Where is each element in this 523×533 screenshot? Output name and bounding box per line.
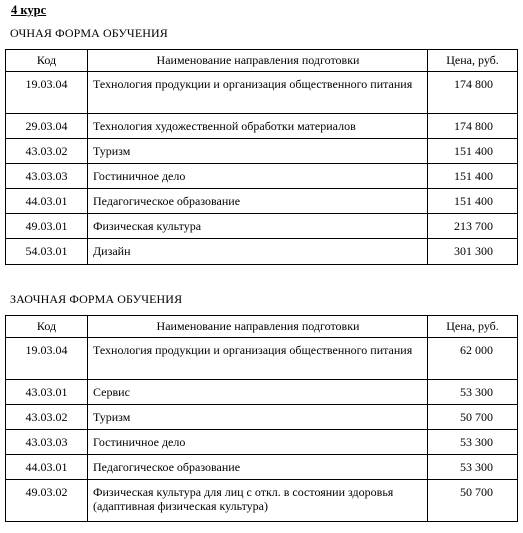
table-header-row: [6, 316, 518, 338]
full-time-section-title: ОЧНАЯ ФОРМА ОБУЧЕНИЯ: [10, 26, 168, 40]
row-name: Технология продукции и организация общественного питания: [88, 338, 428, 380]
table-row: [6, 72, 518, 114]
table-row: [6, 139, 518, 164]
row-name: Сервис: [88, 380, 428, 405]
table-row: [6, 164, 518, 189]
row-name: Туризм: [88, 139, 428, 164]
row-code: 43.03.02: [6, 405, 88, 430]
row-code: 43.03.03: [6, 430, 88, 455]
row-price: 213 700: [428, 214, 518, 239]
column-header-price: Цена, руб.: [428, 316, 518, 338]
row-name: Педагогическое образование: [88, 455, 428, 480]
table-row: [6, 455, 518, 480]
row-price: 50 700: [428, 480, 518, 522]
row-code: 49.03.01: [6, 214, 88, 239]
table-row: [6, 430, 518, 455]
row-name: Технология продукции и организация общественного питания: [88, 72, 428, 114]
table-row: [6, 239, 518, 265]
row-price: 53 300: [428, 430, 518, 455]
row-name: Гостиничное дело: [88, 164, 428, 189]
column-header-price: Цена, руб.: [428, 50, 518, 72]
row-name: Гостиничное дело: [88, 430, 428, 455]
table-row: [6, 114, 518, 139]
column-header-name: Наименование направления подготовки: [88, 50, 428, 72]
full-time-table: [5, 49, 518, 265]
table-row: [6, 214, 518, 239]
table-row: [6, 480, 518, 522]
column-header-code: Код: [6, 316, 88, 338]
row-price: 174 800: [428, 72, 518, 114]
row-name: Дизайн: [88, 239, 428, 265]
row-name: Технология художественной обработки материалов: [88, 114, 428, 139]
column-header-code: Код: [6, 50, 88, 72]
row-name: Педагогическое образование: [88, 189, 428, 214]
part-time-table: [5, 315, 518, 522]
row-code: 43.03.01: [6, 380, 88, 405]
row-code: 54.03.01: [6, 239, 88, 265]
row-price: 174 800: [428, 114, 518, 139]
table-header-row: [6, 50, 518, 72]
row-price: 62 000: [428, 338, 518, 380]
row-code: 43.03.02: [6, 139, 88, 164]
column-header-name: Наименование направления подготовки: [88, 316, 428, 338]
part-time-section-title: ЗАОЧНАЯ ФОРМА ОБУЧЕНИЯ: [10, 292, 183, 306]
row-code: 43.03.03: [6, 164, 88, 189]
row-code: 49.03.02: [6, 480, 88, 522]
row-name: Туризм: [88, 405, 428, 430]
row-name: Физическая культура для лиц с откл. в состоянии здоровья (адаптивная физическая культура): [88, 480, 428, 522]
row-price: 53 300: [428, 380, 518, 405]
table-row: [6, 189, 518, 214]
row-price: 301 300: [428, 239, 518, 265]
row-price: 50 700: [428, 405, 518, 430]
row-price: 151 400: [428, 164, 518, 189]
course-heading: 4 курс: [11, 3, 47, 17]
row-code: 19.03.04: [6, 72, 88, 114]
row-price: 151 400: [428, 189, 518, 214]
row-code: 29.03.04: [6, 114, 88, 139]
row-price: 53 300: [428, 455, 518, 480]
row-price: 151 400: [428, 139, 518, 164]
row-code: 19.03.04: [6, 338, 88, 380]
row-code: 44.03.01: [6, 189, 88, 214]
row-name: Физическая культура: [88, 214, 428, 239]
table-row: [6, 380, 518, 405]
table-row: [6, 338, 518, 380]
table-row: [6, 405, 518, 430]
row-code: 44.03.01: [6, 455, 88, 480]
